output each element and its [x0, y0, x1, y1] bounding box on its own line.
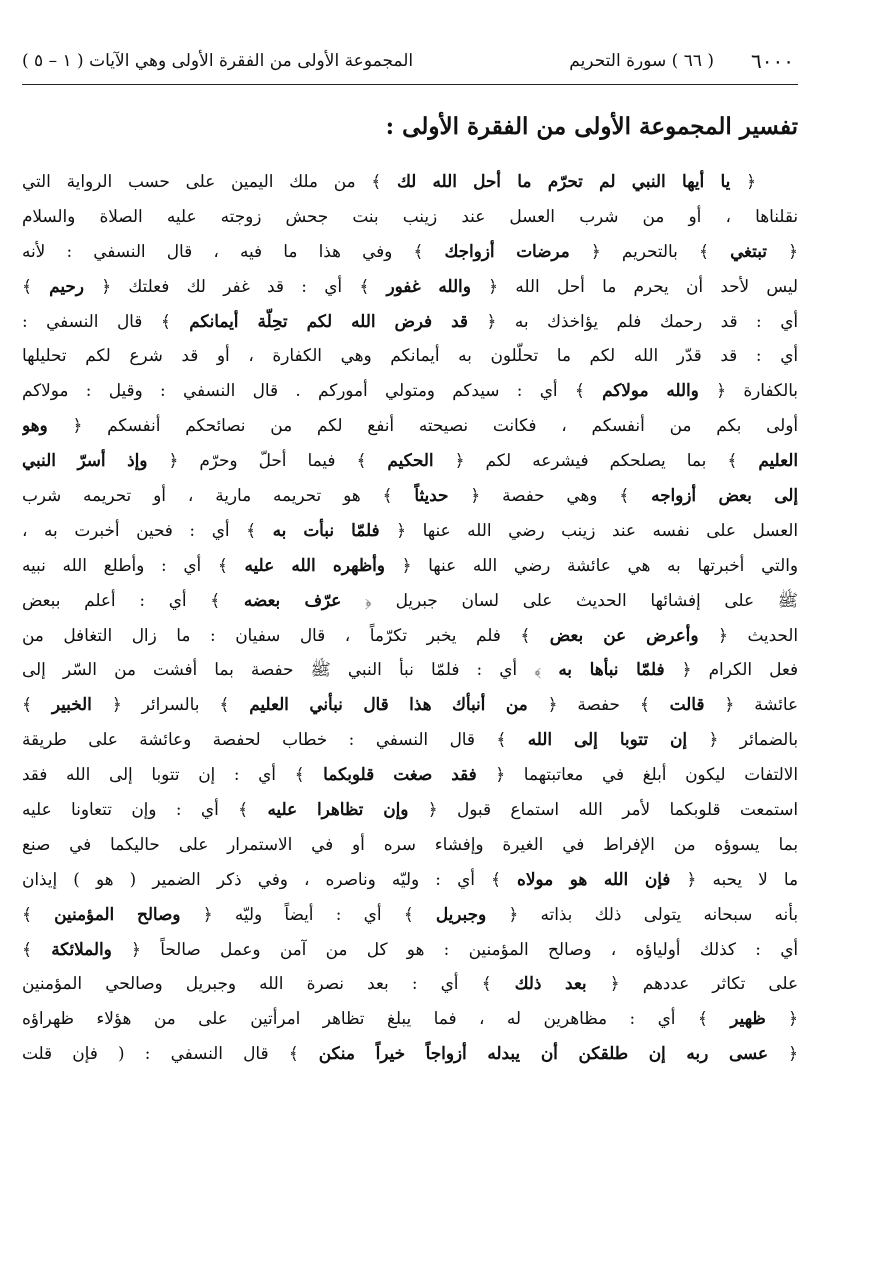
quran-quote: وجبريل — [435, 903, 487, 924]
quran-quote: فلمّا نبأها به — [558, 659, 665, 680]
quran-quote: وإن تظاهرا عليه — [267, 799, 409, 820]
quran-quote: وصالح المؤمنين — [54, 903, 181, 924]
quran-quote: يا أيها النبي لم تحرّم ما أحل الله لك — [396, 171, 731, 191]
commentary-text: ﴾ — [22, 903, 55, 924]
text-line — [22, 373, 798, 408]
commentary-text: ﴾ وفي هذا ما فيه ، قال النسفي : لأنه — [22, 240, 445, 261]
commentary-text: ﴾ أي : بعد نصرة الله وجبريل وصالحي المؤمنين — [22, 973, 515, 994]
quran-quote: العليم — [758, 450, 798, 471]
commentary-text: ﴾ أي : أيضاً وليّه ﴿ — [180, 903, 436, 924]
text-line — [22, 932, 798, 967]
commentary-text: بالكفارة ﴿ — [698, 380, 798, 401]
text-line — [22, 1036, 798, 1071]
text-line — [22, 966, 798, 1001]
quran-quote: ظهير — [730, 1008, 766, 1029]
commentary-text: ﴾ قال النسفي : — [22, 310, 190, 331]
commentary-text: ﴾ — [22, 694, 52, 715]
quran-quote: وأظهره الله عليه — [244, 554, 385, 575]
body-text — [22, 164, 798, 1071]
running-header — [22, 40, 798, 88]
commentary-text: ﴾ فيما أحلّ وحرّم ﴿ — [147, 450, 388, 471]
quran-quote: فلمّا نبأت به — [272, 519, 380, 540]
text-line — [22, 827, 798, 862]
commentary-text: العسل على نفسه عند زينب رضي الله عنها ﴿ — [379, 519, 798, 540]
commentary-text: ﴾ أي : قد غفر لك فعلتك ﴿ — [83, 275, 387, 296]
commentary-text: ﴾ من ملك اليمين على حسب الرواية التي — [22, 171, 397, 191]
commentary-text: بالضمائر ﴿ — [687, 729, 798, 750]
quran-quote: عسى ربه إن طلقكن أن يبدله أزواجاً خيراً منكن — [318, 1043, 768, 1064]
commentary-text: ﴾ بما يصلحكم فيشرعه لكم ﴿ — [433, 450, 759, 471]
commentary-text: ﴾ أي : وأطلع الله نبيه — [22, 554, 245, 575]
section-title: تفسير المجموعة الأولى من الفقرة الأولى : — [385, 113, 798, 140]
text-line — [22, 408, 798, 443]
commentary-text: ﴾ أي : وإن تتعاونا عليه — [22, 799, 268, 820]
commentary-text: ﴾ أي : أعلم ببعض — [22, 589, 244, 610]
quran-quote: الخبير — [51, 694, 92, 715]
quran-quote: وإذ أسرّ النبي — [22, 450, 148, 471]
commentary-text: ﴾ هو تحريمه مارية ، أو تحريمه شرب — [22, 485, 415, 506]
commentary-text: ﴾ — [22, 938, 52, 959]
quran-quote: فإن الله هو مولاه — [517, 868, 671, 889]
commentary-text: ﴾ وهي حفصة ﴿ — [448, 485, 652, 506]
text-line — [22, 687, 798, 722]
text-line — [22, 618, 798, 653]
text-line — [22, 722, 798, 757]
quran-quote: إلى بعض أزواجه — [651, 485, 798, 506]
commentary-text: ﴾ — [22, 275, 50, 296]
commentary-text: الالتفات ليكون أبلغ في معاتبتهما ﴿ — [476, 764, 798, 785]
surah-label: ( ٦٦ ) سورة التحريم — [569, 51, 714, 71]
quran-quote: من أنبأك هذا قال نبأني العليم — [249, 694, 528, 715]
commentary-text: أي : قد رحمك فلم يؤاخذك به ﴿ — [467, 310, 798, 331]
commentary-text: ﴾ قال النسفي : ( فإن قلت — [22, 1043, 319, 1064]
commentary-text: ﴾ بالتحريم ﴿ — [569, 240, 731, 261]
text-line — [22, 513, 798, 548]
quran-quote: رحيم — [49, 275, 84, 296]
book-page — [22, 40, 798, 1240]
commentary-text: والتي أخبرتها به هي عائشة رضي الله عنها ﴿ — [384, 554, 798, 575]
text-line — [22, 199, 798, 234]
commentary-text: أولى بكم من أنفسكم ، فكانت نصيحته أنفع لكم من نصائحكم أنفسكم ﴿ — [47, 415, 798, 436]
commentary-text: ليس لأحد أن يحرم ما أحل الله ﴿ — [470, 275, 798, 296]
quran-quote: الحكيم — [387, 450, 434, 471]
quran-quote: والملائكة — [51, 938, 112, 959]
commentary-text: ﴾ أي : سيدكم ومتولي أموركم . قال النسفي : وقيل : مولاكم — [22, 380, 603, 401]
commentary-text: ﴿ — [730, 171, 756, 191]
quran-quote: عرّف بعضه — [243, 589, 342, 610]
quran-quote: مرضات أزواجك — [444, 240, 570, 261]
text-line — [22, 1001, 798, 1036]
page-number: ٦٠٠٠ — [751, 49, 794, 73]
commentary-text: ﴿ — [767, 1043, 798, 1064]
commentary-text: ﴾ أي : فلمّا نبأ النبي ﷺ حفصة بما أفشت من السّر إلى — [22, 659, 559, 680]
quran-quote: وهو — [22, 415, 48, 436]
text-line — [22, 583, 798, 618]
commentary-text: الحديث ﴿ — [698, 624, 798, 645]
text-line — [22, 792, 798, 827]
commentary-text: ﴾ أي : إن تتوبا إلى الله فقد — [22, 764, 324, 785]
commentary-text: ﴾ أي : مظاهرين له ، فما يبلغ تظاهر امرأتين على من هؤلاء ظهراؤه — [22, 1008, 731, 1029]
commentary-text: ﴿ — [766, 240, 798, 261]
commentary-text: ﴾ بالسرائر ﴿ — [91, 694, 250, 715]
commentary-text: أي : كذلك أولياؤه ، وصالح المؤمنين : هو كل من آمن وعمل صالحاً ﴿ — [111, 938, 798, 959]
commentary-text: على تكاثر عددهم ﴿ — [586, 973, 798, 994]
commentary-text: بأنه سبحانه يتولى ذلك بذاته ﴿ — [486, 903, 798, 924]
commentary-text: ﷺ على إفشائها الحديث على لسان جبريل ﴿ — [341, 589, 798, 610]
commentary-text: أي : قد قدّر الله لكم ما تحلّلون به أيمانكم وهي الكفارة ، أو قد شرع لكم تحليلها — [22, 345, 798, 366]
quran-quote: قالت — [669, 694, 705, 715]
text-line — [22, 304, 798, 339]
quran-quote: إن تتوبا إلى الله — [527, 729, 687, 750]
commentary-text: بما يسوؤه من الإفراط في الغيرة وإفشاء سره أو في الاستمرار على حاليكما في صنع — [22, 833, 798, 854]
quran-quote: والله غفور — [386, 275, 471, 296]
text-line — [22, 234, 798, 269]
commentary-text: ﴿ — [765, 1008, 798, 1029]
commentary-text: فعل الكرام ﴿ — [664, 659, 798, 680]
header-divider — [22, 84, 798, 85]
text-line — [22, 478, 798, 513]
commentary-text: ﴾ فلم يخبر تكرّماً ، قال سفيان : ما زال التغافل من — [22, 624, 550, 645]
quran-quote: فقد صغت قلوبكما — [323, 764, 477, 785]
text-line — [22, 269, 798, 304]
text-line — [22, 548, 798, 583]
text-line — [22, 652, 798, 687]
text-line — [22, 443, 798, 478]
text-line — [22, 862, 798, 897]
text-line — [22, 897, 798, 932]
text-line — [22, 757, 798, 792]
commentary-text: ﴾ أي : فحين أخبرت به ، — [22, 519, 273, 540]
quran-quote: بعد ذلك — [514, 973, 587, 994]
commentary-text: ما لا يحبه ﴿ — [670, 868, 798, 889]
commentary-text: استمعت قلوبكما لأمر الله استماع قبول ﴿ — [408, 799, 798, 820]
commentary-text: عائشة ﴿ — [704, 694, 798, 715]
quran-quote: تبتغي — [730, 240, 767, 261]
quran-quote: قد فرض الله لكم تحِلّة أيمانكم — [189, 310, 468, 331]
commentary-text: ﴾ حفصة ﴿ — [527, 694, 670, 715]
text-line — [22, 164, 798, 199]
commentary-text: ﴾ قال النسفي : خطاب لحفصة وعائشة على طريقة — [22, 729, 528, 750]
quran-quote: وأعرض عن بعض — [549, 624, 699, 645]
text-line — [22, 338, 798, 373]
quran-quote: حديثاً — [414, 485, 449, 506]
quran-quote: والله مولاكم — [602, 380, 699, 401]
commentary-text: ﴾ أي : وليّه وناصره ، وفي ذكر الضمير ( هو ) إيذان — [22, 868, 518, 889]
section-range-label: المجموعة الأولى من الفقرة الأولى وهي الآيات ( ١ – ٥ ) — [22, 51, 414, 71]
commentary-text: نقلناها ، أو من شرب العسل عند زينب بنت جحش زوجته عليه الصلاة والسلام — [22, 205, 798, 226]
